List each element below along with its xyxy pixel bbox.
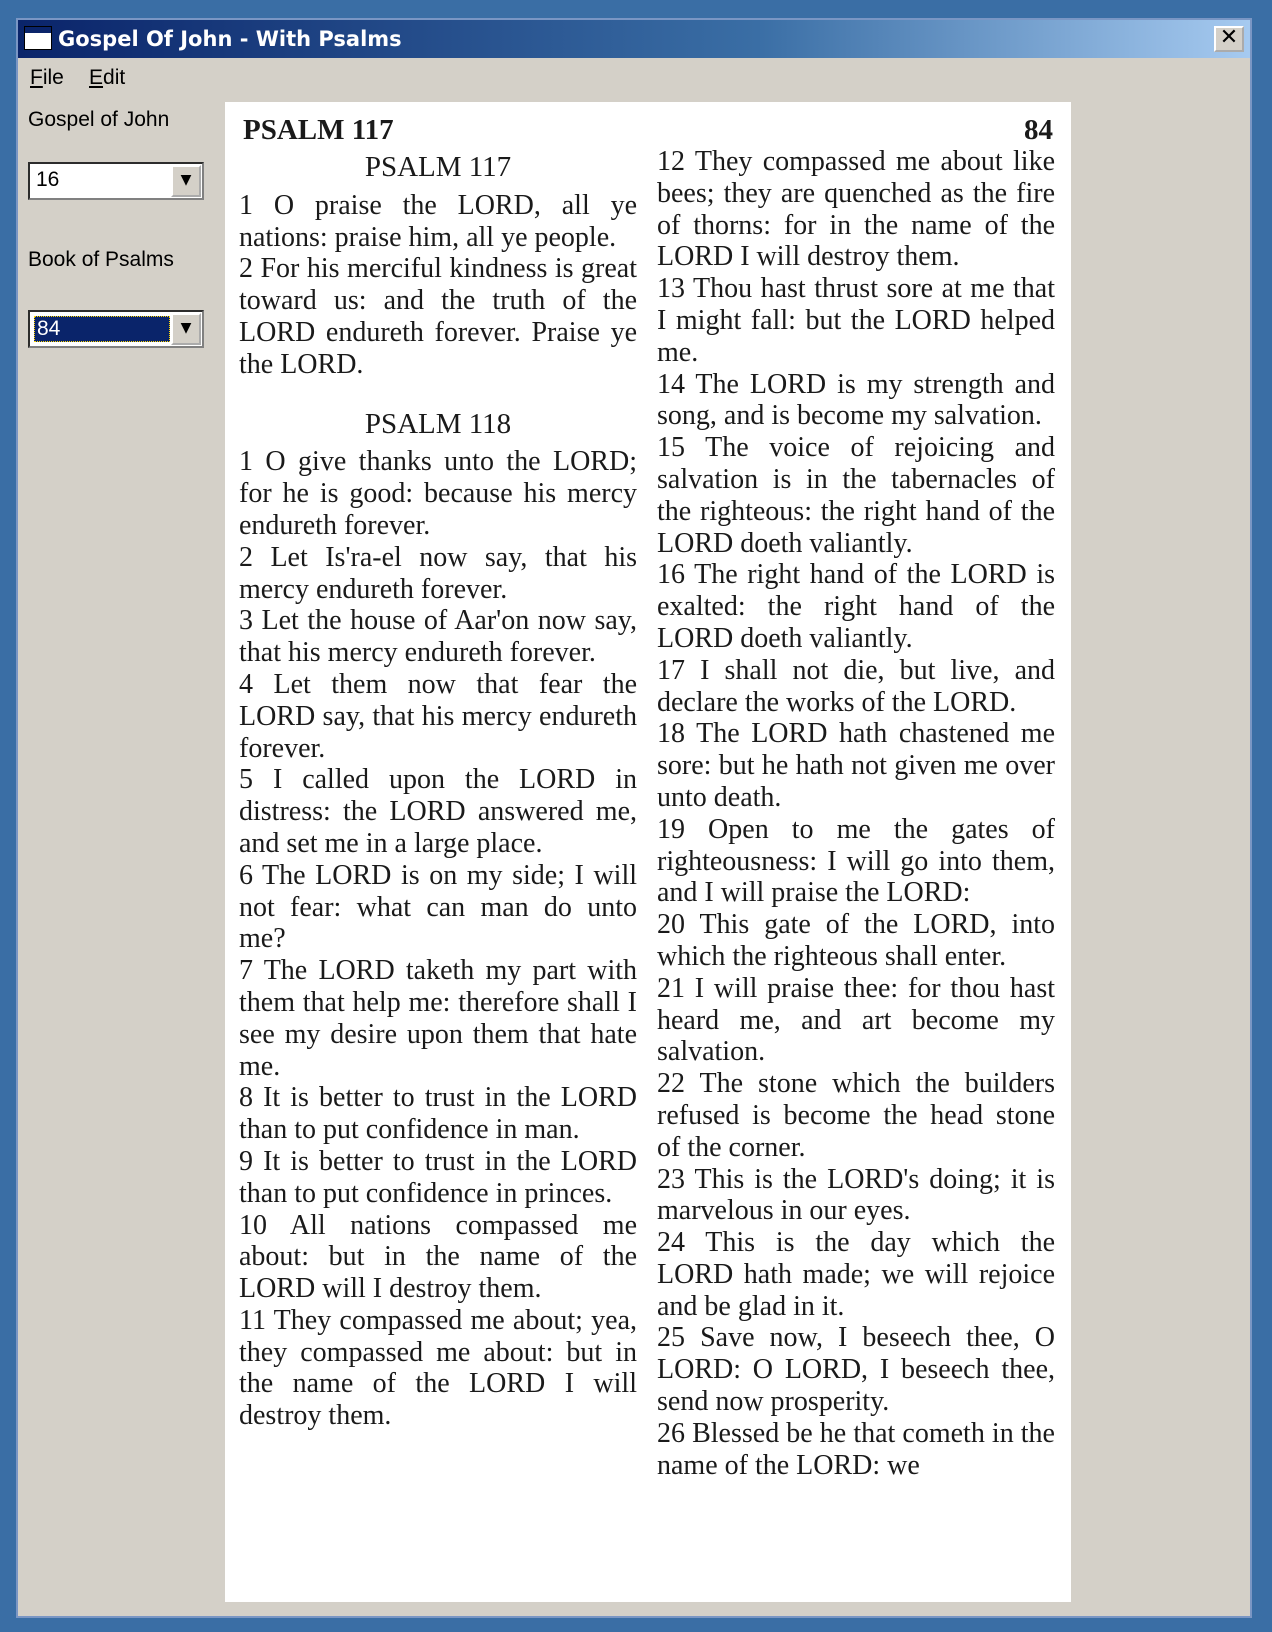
verse: 13 Thou hast thrust sore at me that I might fall: but the LORD helped me. — [657, 273, 1055, 368]
app-window — [16, 18, 1252, 1618]
menu-bar — [18, 60, 1250, 94]
verse: 26 Blessed be he that cometh in the name of the LORD: we — [657, 1417, 1055, 1481]
verse: 19 Open to me the gates of righteousness: I will go into them, and I will praise the LORD: — [657, 813, 1055, 909]
menu-file-accelerator: F — [30, 66, 43, 89]
close-button[interactable]: ✕ — [1214, 26, 1244, 52]
verse: 4 Let them now that fear the LORD say, that his mercy endureth forever. — [239, 668, 637, 764]
scripture-page — [225, 102, 1071, 1602]
verse: 20 This gate of the LORD, into which the righteous shall enter. — [657, 909, 1055, 972]
verse: 16 The right hand of the LORD is exalted: the right hand of the LORD doeth valiantly. — [657, 559, 1055, 654]
verse: 18 The LORD hath chastened me sore: but he hath not given me over unto death. — [657, 718, 1055, 813]
verse: 3 Let the house of Aar'on now say, that his mercy endureth forever. — [239, 605, 637, 669]
verse: 21 I will praise thee: for thou hast heard me, and art become my salvation. — [657, 972, 1055, 1068]
verse: 10 All nations compassed me about: but in the name of the LORD will I destroy them. — [239, 1209, 637, 1305]
running-head: PSALM 117 — [243, 114, 394, 146]
verse: 1 O give thanks unto the LORD; for he is good: because his mercy endureth forever. — [239, 446, 637, 541]
verse: 14 The LORD is my strength and song, and is become my salvation. — [657, 368, 1055, 432]
verse: 24 This is the day which the LORD hath made; we will rejoice and be glad in it. — [657, 1227, 1055, 1322]
verse: 7 The LORD taketh my part with them that help me: therefore shall I see my desire upon them that hate me. — [239, 955, 637, 1082]
verse: 12 They compassed me about like bees; they are quenched as the fire of thorns: for in the name of the LORD I will destroy them. — [657, 146, 1055, 273]
chevron-down-icon[interactable]: ▼ — [171, 313, 201, 345]
verse: 11 They compassed me about; yea, they compassed me about: but in the name of the LORD I will destroy them. — [239, 1304, 637, 1432]
verse: 15 The voice of rejoicing and salvation is in the tabernacles of the righteous: the right hand of the LORD doeth valiantly. — [657, 432, 1055, 559]
gospel-chapter-select[interactable] — [28, 162, 204, 200]
title-bar[interactable] — [18, 20, 1250, 58]
right-column — [657, 146, 1055, 1481]
left-column — [239, 146, 637, 1432]
verse: 2 Let Is'ra-el now say, that his mercy endureth forever. — [239, 541, 637, 605]
psalm-heading: PSALM 117 — [364, 151, 512, 183]
menu-edit-accelerator: E — [89, 66, 104, 89]
gospel-label: Gospel of John — [28, 108, 170, 131]
window-icon — [24, 26, 52, 50]
verse: 9 It is better to trust in the LORD than to put confidence in princes. — [239, 1145, 637, 1209]
psalms-page-select[interactable] — [28, 310, 204, 348]
verse: 5 I called upon the LORD in distress: the LORD answered me, and set me in a large place. — [239, 764, 637, 859]
menu-edit-label: dit — [103, 66, 126, 89]
chevron-down-icon[interactable]: ▼ — [171, 165, 201, 197]
verse: 22 The stone which the builders refused is become the head stone of the corner. — [657, 1068, 1055, 1163]
gospel-chapter-value: 16 — [36, 168, 60, 191]
verse: 17 I shall not die, but live, and declare the works of the LORD. — [657, 654, 1055, 718]
verse: 8 It is better to trust in the LORD than to put confidence in man. — [239, 1082, 637, 1146]
verse: 2 For his merciful kindness is great toward us: and the truth of the LORD endureth forever. Praise ye the LORD. — [239, 253, 637, 380]
psalms-label: Book of Psalms — [28, 248, 174, 271]
psalm-heading: PSALM 118 — [364, 407, 512, 440]
verse: 6 The LORD is on my side; I will not fear: what can man do unto me? — [239, 859, 637, 955]
verse: 1 O praise the LORD, all ye nations: praise him, all ye people. — [239, 189, 637, 253]
verse: 23 This is the LORD's doing; it is marvelous in our eyes. — [657, 1163, 1055, 1227]
window-title: Gospel Of John - With Psalms — [58, 27, 402, 51]
menu-file[interactable] — [30, 66, 64, 90]
psalms-page-value: 84 — [34, 316, 170, 342]
verse: 25 Save now, I beseech thee, O LORD: O LORD, I beseech thee, send now prosperity. — [657, 1322, 1055, 1418]
menu-edit[interactable] — [89, 66, 125, 90]
page-number: 84 — [1024, 114, 1053, 146]
menu-file-label: ile — [42, 66, 64, 89]
